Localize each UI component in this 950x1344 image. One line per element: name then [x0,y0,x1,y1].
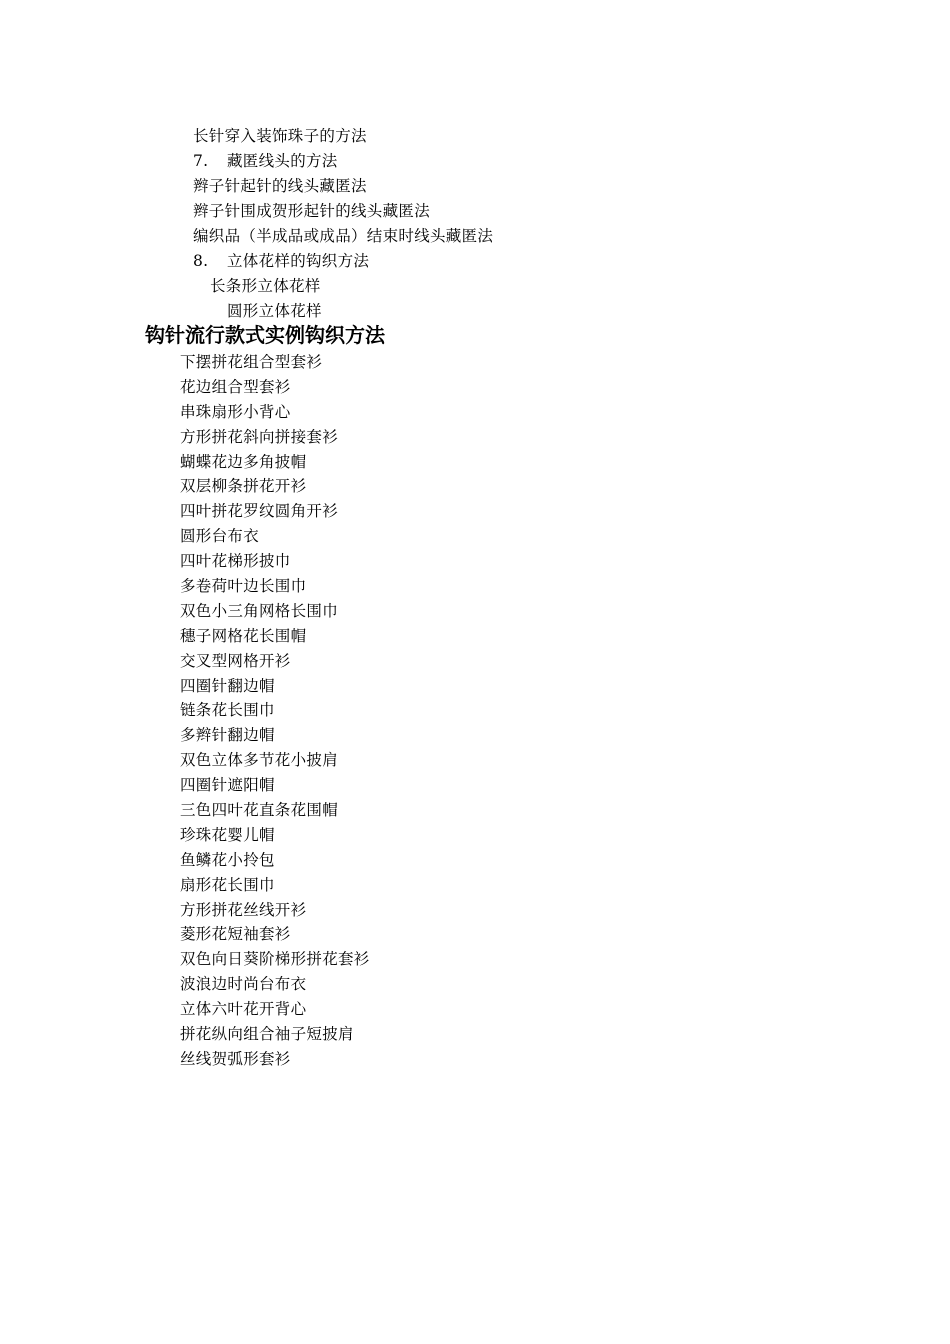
toc-line-beads: 长针穿入装饰珠子的方法 [193,127,367,145]
list-item: 鱼鳞花小拎包 [180,850,275,869]
list-item: 多辫针翻边帽 [180,726,275,745]
toc-item-8 [193,251,369,271]
list-item: 双色立体多节花小披肩 [180,751,339,770]
toc-line-chain-start: 辫子针起针的线头藏匿法 [193,177,367,195]
list-item: 四圈针翻边帽 [180,676,275,695]
list-item: 多卷荷叶边长围巾 [180,577,307,596]
section-heading: 钩针流行款式实例钩织方法 [145,323,385,347]
toc-line-long-strip: 长条形立体花样 [210,277,321,295]
list-item: 交叉型网格开衫 [180,651,291,670]
list-item: 穗子网格花长围帽 [180,626,307,645]
toc-item-7-number: 7. [193,152,209,170]
list-item: 三色四叶花直条花围帽 [180,801,339,820]
list-item: 扇形花长围巾 [180,875,275,894]
list-item: 链条花长围巾 [180,701,275,720]
list-item: 下摆拼花组合型套衫 [180,353,323,371]
list-item: 双层柳条拼花开衫 [180,477,307,496]
toc-item-8-text: 立体花样的钩织方法 [227,252,370,270]
list-item: 圆形台布衣 [180,527,260,546]
list-item: 方形拼花丝线开衫 [180,900,307,919]
list-item: 立体六叶花开背心 [180,1000,307,1019]
list-item: 丝线贺弧形套衫 [180,1049,291,1068]
list-item: 双色向日葵阶梯形拼花套衫 [180,950,370,969]
list-item: 菱形花短袖套衫 [180,925,291,944]
list-item: 蝴蝶花边多角披帽 [180,452,307,471]
list-item: 花边组合型套衫 [180,377,291,396]
toc-line-finish: 编织品（半成品或成品）结束时线头藏匿法 [193,227,494,245]
list-item: 方形拼花斜向拼接套衫 [180,427,339,446]
list-item: 四叶花梯形披巾 [180,552,291,571]
pattern-list [180,350,370,1072]
list-item: 拼花纵向组合袖子短披肩 [180,1025,354,1044]
list-item: 波浪边时尚台布衣 [180,975,307,994]
list-item: 串珠扇形小背心 [180,402,291,421]
list-item: 双色小三角网格长围巾 [180,601,339,620]
list-item: 四圈针遮阳帽 [180,776,275,795]
toc-item-7 [193,151,338,171]
toc-line-ring-start: 辫子针围成贺形起针的线头藏匿法 [193,202,431,220]
toc-item-7-text: 藏匿线头的方法 [227,152,338,170]
toc-line-round: 圆形立体花样 [227,302,322,320]
list-item: 四叶拼花罗纹圆角开衫 [180,502,339,521]
toc-item-8-number: 8. [193,252,209,270]
list-item: 珍珠花婴儿帽 [180,825,275,844]
